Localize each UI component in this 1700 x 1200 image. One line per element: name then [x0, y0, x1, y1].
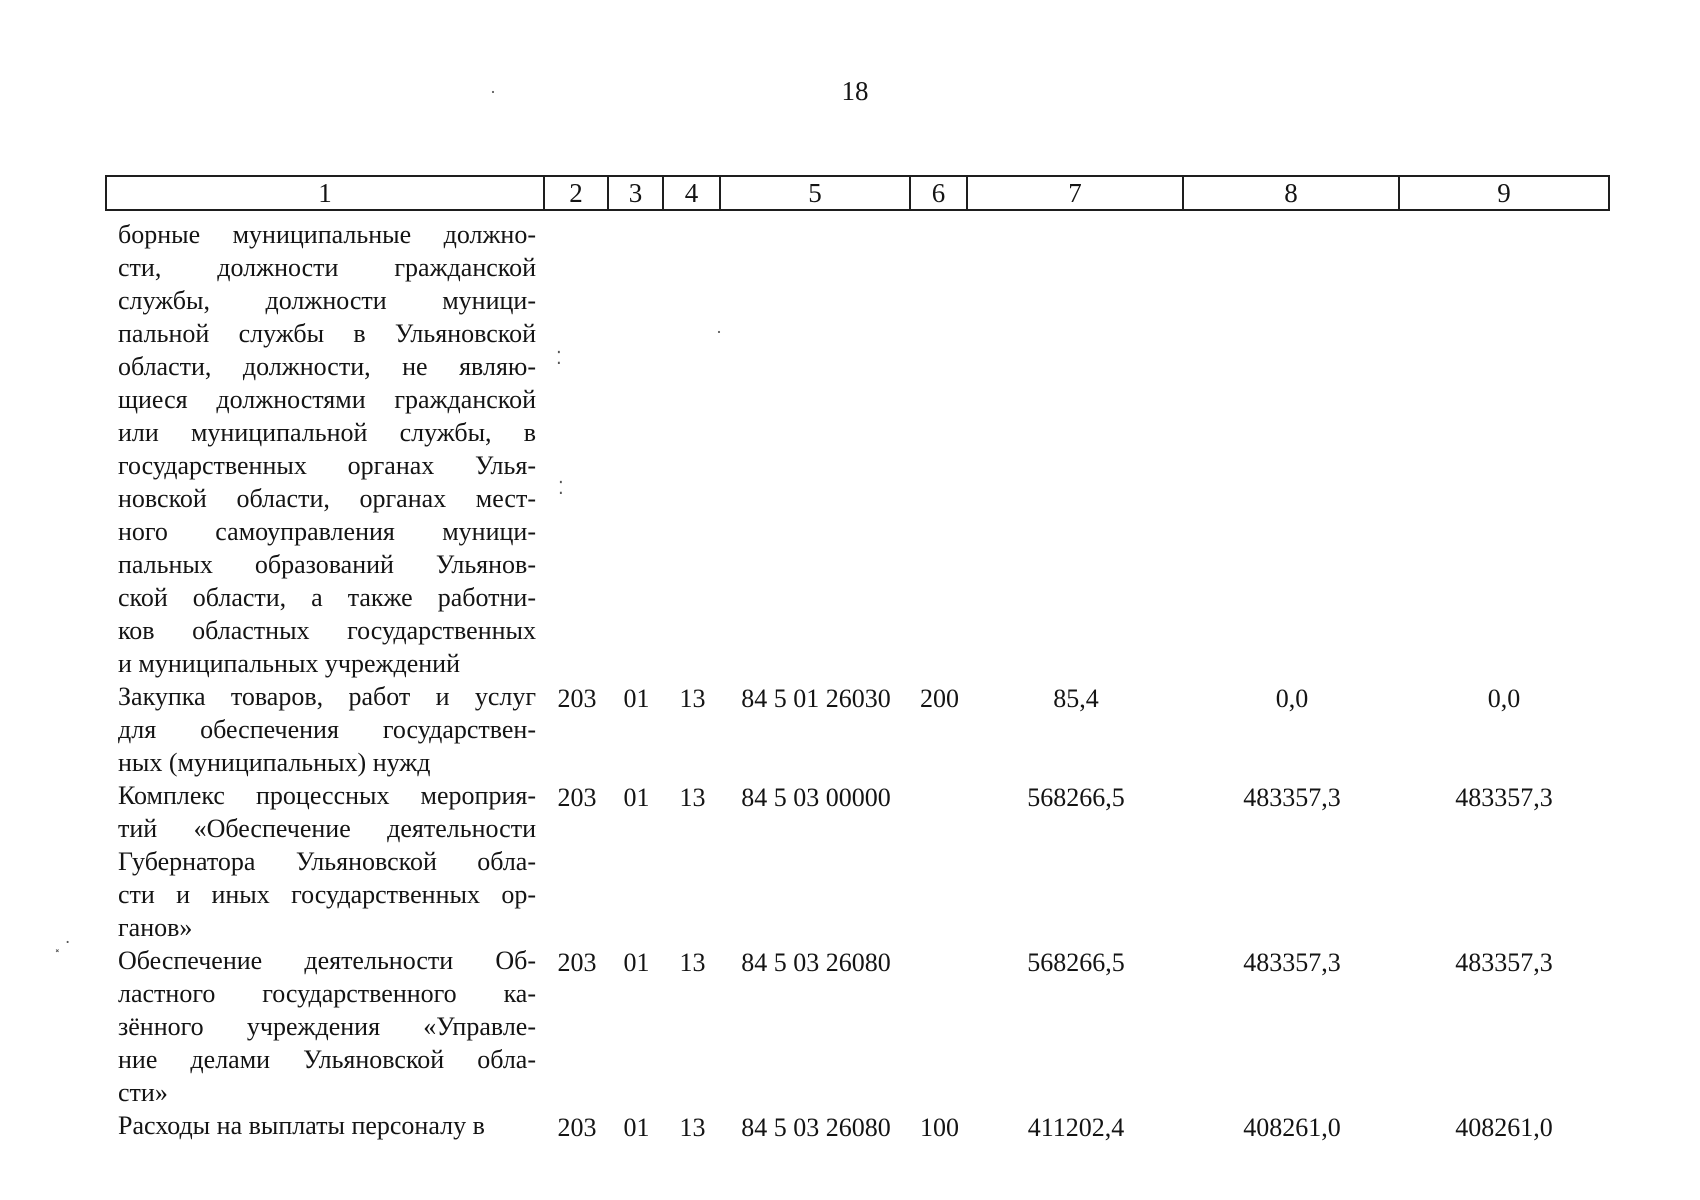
page-number: 18 [841, 76, 869, 106]
cell-col-6: 200 [920, 684, 959, 713]
cell-col-2: 203 [557, 684, 597, 713]
cell-col-9: 483357,3 [1455, 948, 1553, 977]
table-row [0, 944, 1700, 1109]
description-line: Обеспечение деятельности Об- [118, 946, 536, 975]
cell-col-3: 01 [623, 948, 650, 977]
cell-col-8: 408261,0 [1243, 1113, 1341, 1142]
description-line: Расходы на выплаты персоналу в [118, 1111, 485, 1140]
row-description [118, 680, 536, 779]
table-column-header [105, 175, 1610, 211]
scan-speck: · [716, 322, 722, 342]
description-line: ков областных государственных [118, 616, 536, 645]
description-line: или муниципальной службы, в [118, 418, 536, 447]
description-line: ской области, а также работни- [118, 583, 536, 612]
description-line: Губернатора Ульяновской обла- [118, 847, 536, 876]
table-row [0, 680, 1700, 779]
cell-col-4: 13 [679, 948, 706, 977]
column-header-5: 5 [721, 177, 911, 209]
table-row [0, 218, 1700, 680]
cell-col-7: 85,4 [1053, 684, 1099, 713]
description-line: Комплекс процессных мероприя- [118, 781, 536, 810]
cell-col-3: 01 [623, 1113, 650, 1142]
column-header-9: 9 [1497, 178, 1511, 208]
column-header-4: 4 [664, 177, 721, 209]
cell-col-5: 84 5 01 26030 [741, 684, 891, 713]
cell-col-7: 568266,5 [1027, 783, 1125, 812]
cell-col-7: 411202,4 [1027, 1113, 1125, 1142]
cell-col-9: 0,0 [1487, 684, 1521, 713]
cell-col-7: 568266,5 [1027, 948, 1125, 977]
description-line: ганов» [118, 913, 193, 942]
description-line: борные муниципальные должно- [118, 220, 536, 249]
description-line: сти» [118, 1078, 168, 1107]
description-line: Закупка товаров, работ и услуг [118, 682, 536, 711]
column-header-7: 7 [968, 177, 1184, 209]
cell-col-4: 13 [679, 783, 706, 812]
cell-col-4: 13 [679, 1113, 706, 1142]
description-line: службы, должности муници- [118, 286, 536, 315]
cell-col-5: 84 5 03 26080 [741, 1113, 891, 1142]
cell-col-8: 483357,3 [1243, 948, 1341, 977]
row-description [118, 218, 536, 680]
row-description [118, 1109, 536, 1142]
description-line: для обеспечения государствен- [118, 715, 536, 744]
description-line: зённого учреждения «Управле- [118, 1012, 536, 1041]
description-line: сти, должности гражданской [118, 253, 536, 282]
column-header-2: 2 [545, 177, 609, 209]
column-header-3: 3 [609, 177, 664, 209]
description-line: сти и иных государственных ор- [118, 880, 536, 909]
description-line: пальных образований Ульянов- [118, 550, 536, 579]
cell-col-4: 13 [679, 684, 706, 713]
column-header-1: 1 [107, 177, 545, 209]
cell-col-2: 203 [557, 1113, 597, 1142]
row-description [118, 944, 536, 1109]
description-line: и муниципальных учреждений [118, 649, 461, 678]
description-line: новской области, органах мест- [118, 484, 536, 513]
table-body [0, 218, 1700, 1142]
description-line: области, должности, не являю- [118, 352, 536, 381]
description-line: щиеся должностями гражданской [118, 385, 536, 414]
cell-col-3: 01 [623, 684, 650, 713]
description-line: ного самоуправления муници- [118, 517, 536, 546]
description-line: государственных органах Улья- [118, 451, 536, 480]
scan-speck: ⁚ [556, 348, 562, 368]
cell-col-9: 408261,0 [1455, 1113, 1553, 1142]
cell-col-8: 483357,3 [1243, 783, 1341, 812]
description-line: ластного государственного ка- [118, 979, 536, 1008]
scan-speck: ⁚ [558, 478, 564, 498]
cell-col-2: 203 [557, 948, 597, 977]
cell-col-3: 01 [623, 783, 650, 812]
cell-col-8: 0,0 [1275, 684, 1309, 713]
table-row [0, 779, 1700, 944]
cell-col-6: 100 [920, 1113, 959, 1142]
cell-col-5: 84 5 03 00000 [741, 783, 891, 812]
description-line: ных (муниципальных) нужд [118, 748, 431, 777]
scan-speck: · [490, 82, 496, 102]
row-description [118, 779, 536, 944]
description-line: пальной службы в Ульяновской [118, 319, 536, 348]
description-line: ние делами Ульяновской обла- [118, 1045, 536, 1074]
table-row [0, 1109, 1700, 1142]
column-header-8: 8 [1184, 177, 1400, 209]
scan-speck: ⸼ · [56, 932, 71, 952]
cell-col-9: 483357,3 [1455, 783, 1553, 812]
description-line: тий «Обеспечение деятельности [118, 814, 536, 843]
cell-col-2: 203 [557, 783, 597, 812]
cell-col-5: 84 5 03 26080 [741, 948, 891, 977]
column-header-6: 6 [911, 177, 968, 209]
